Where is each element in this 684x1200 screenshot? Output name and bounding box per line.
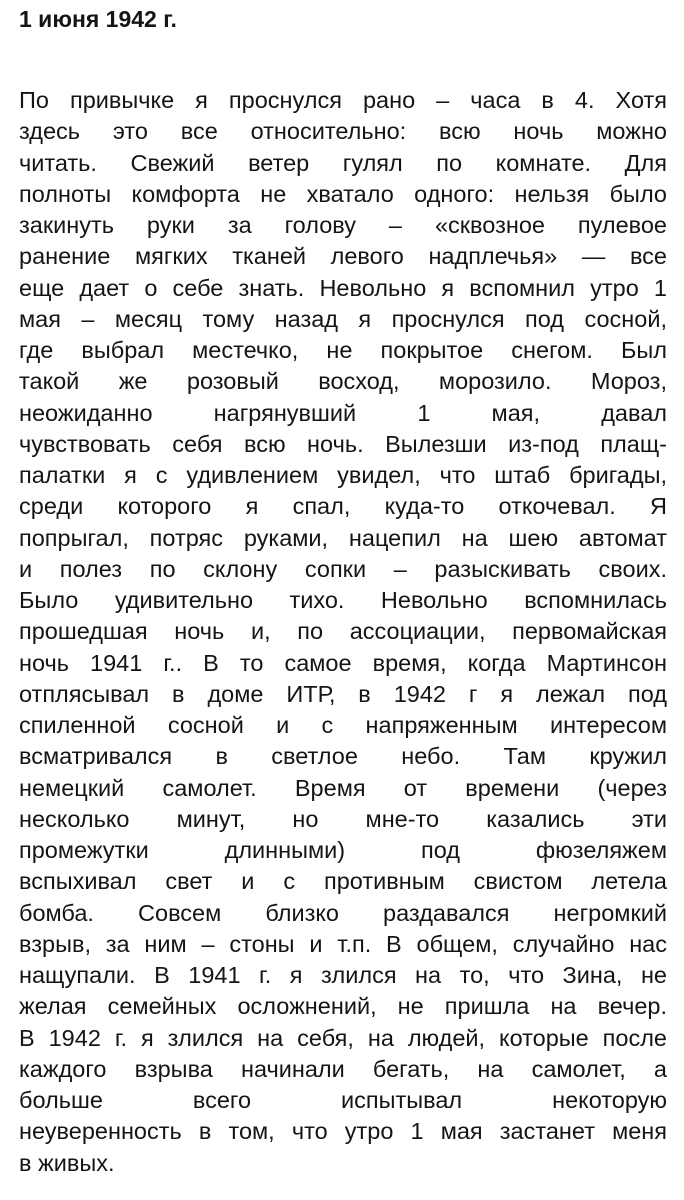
text-line: неуверенность в том, что утро 1 мая застанет меня xyxy=(19,1118,667,1145)
text-line: такой же розовый восход, морозило. Мороз, xyxy=(19,368,667,395)
text-line: всматривался в светлое небо. Там кружил xyxy=(19,743,667,770)
text-line: взрыв, за ним – стоны и т.п. В общем, случайно нас xyxy=(19,930,667,957)
text-line: больше всего испытывал некоторую xyxy=(19,1087,667,1113)
text-line: нащупали. В 1941 г. я злился на то, что Зина, не xyxy=(19,962,667,988)
text-line: прошедшая ночь и, по ассоциации, первомайская xyxy=(19,618,667,645)
text-line: промежутки длинными) под фюзеляжем xyxy=(19,837,667,863)
entry-date-heading: 1 июня 1942 г. xyxy=(19,6,177,32)
text-line: мая – месяц тому назад я проснулся под сосной, xyxy=(19,305,667,332)
text-line: спиленной сосной и с напряженным интересом xyxy=(19,712,667,738)
text-line: полноты комфорта не хватало одного: нельзя было xyxy=(19,180,667,207)
text-line: закинуть руки за голову – «сквозное пулевое xyxy=(19,212,667,238)
text-line: чувствовать себя всю ночь. Вылезши из-под плащ- xyxy=(19,430,667,457)
text-line: В 1942 г. я злился на себя, на людей, которые после xyxy=(19,1024,667,1051)
text-line: читать. Свежий ветер гулял по комнате. Для xyxy=(19,149,667,176)
text-line: желая семейных осложнений, не пришла на вечер. xyxy=(19,993,667,1020)
text-line: несколько минут, но мне-то казались эти xyxy=(19,805,667,832)
text-line: здесь это все относительно: всю ночь можно xyxy=(19,118,667,145)
text-line: среди которого я спал, куда-то откочевал. Я xyxy=(19,493,667,520)
text-line: еще дает о себе знать. Невольно я вспомнил утро 1 xyxy=(19,274,667,301)
text-line: отплясывал в доме ИТР, в 1942 г я лежал под xyxy=(19,680,667,707)
text-line: Было удивительно тихо. Невольно вспомнилась xyxy=(19,587,667,613)
text-line: неожиданно нагрянувший 1 мая, давал xyxy=(19,399,667,426)
text-line: немецкий самолет. Время от времени (через xyxy=(19,774,667,801)
text-line: каждого взрыва начинали бегать, на самолет, а xyxy=(19,1055,667,1082)
text-line: По привычке я проснулся рано – часа в 4. Хотя xyxy=(19,87,667,113)
text-line: попрыгал, потряс руками, нацепил на шею автомат xyxy=(19,524,667,551)
text-line: ранение мягких тканей левого надплечья» — все xyxy=(19,243,667,270)
diary-page xyxy=(19,0,667,1179)
text-line: вспыхивал свет и с противным свистом летела xyxy=(19,868,667,895)
text-line: в живых. xyxy=(19,1149,115,1176)
text-line: и полез по склону сопки – разыскивать своих. xyxy=(19,555,667,582)
text-line: где выбрал местечко, не покрытое снегом. Был xyxy=(19,337,667,363)
text-line: палатки я с удивлением увидел, что штаб бригады, xyxy=(19,462,667,488)
text-line: бомба. Совсем близко раздавался негромкий xyxy=(19,899,667,926)
text-line: ночь 1941 г.. В то самое время, когда Мартинсон xyxy=(19,649,667,676)
entry-text xyxy=(19,85,667,1179)
